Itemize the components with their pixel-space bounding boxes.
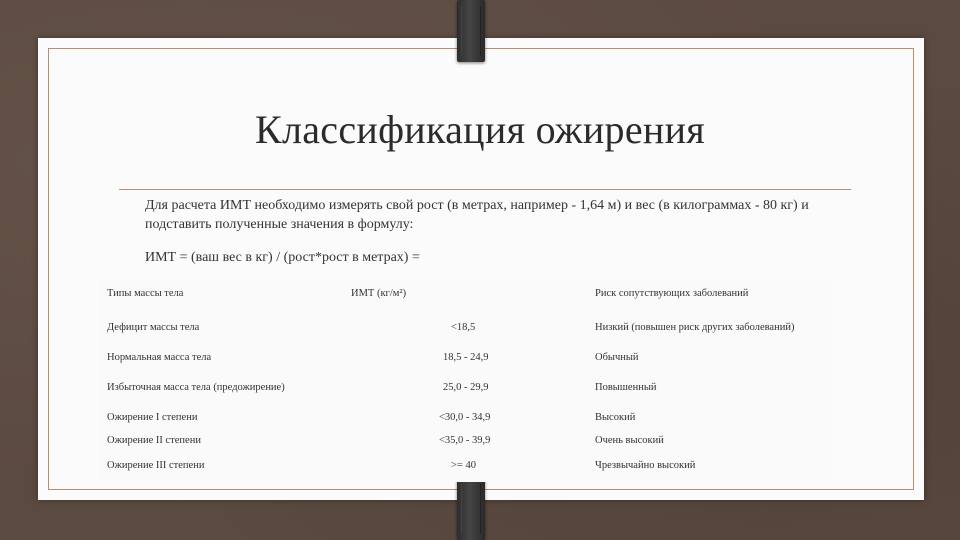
table-cell-bmi: <30,0 - 34,9: [439, 412, 491, 423]
intro-text: Для расчета ИМТ необходимо измерять свой рост (в метрах, например - 1,64 м) и вес (в килограммах - 80 кг) и подставить полученные значения в формулу:: [145, 198, 809, 232]
bmi-table: [101, 278, 833, 482]
binder-clip-top: [457, 0, 485, 62]
slide-title: Классификация ожирения: [254, 107, 706, 152]
table-cell-risk: Высокий: [595, 412, 636, 423]
table-header-risk: Риск сопутствующих заболеваний: [595, 288, 749, 299]
table-cell-type: Ожирение III степени: [107, 460, 205, 471]
table-cell-bmi: <35,0 - 39,9: [439, 435, 491, 446]
table-header-bmi: ИМТ (кг/м²): [351, 288, 407, 299]
table-cell-risk: Низкий (повышен риск других заболеваний): [595, 322, 795, 333]
table-cell-type: Избыточная масса тела (предожирение): [107, 382, 285, 393]
table-cell-risk: Повышенный: [595, 382, 657, 393]
table-cell-risk: Обычный: [595, 352, 639, 363]
table-cell-risk: Очень высокий: [595, 435, 664, 446]
table-cell-bmi: 18,5 - 24,9: [443, 352, 489, 363]
table-cell-type: Ожирение I степени: [107, 412, 198, 423]
table-header-type: Типы массы тела: [107, 288, 184, 299]
table-cell-bmi: >= 40: [451, 460, 476, 471]
table-cell-type: Дефицит массы тела: [107, 322, 200, 333]
table-cell-type: Ожирение II степени: [107, 435, 201, 446]
binder-clip-bottom: [457, 478, 485, 540]
table-cell-type: Нормальная масса тела: [107, 352, 212, 363]
table-cell-risk: Чрезвычайно высокий: [595, 460, 696, 471]
table-cell-bmi: 25,0 - 29,9: [443, 382, 489, 393]
title-divider: [119, 189, 851, 190]
bmi-formula: ИМТ = (ваш вес в кг) / (рост*рост в метрах) =: [145, 250, 420, 265]
table-cell-bmi: <18,5: [451, 322, 476, 333]
